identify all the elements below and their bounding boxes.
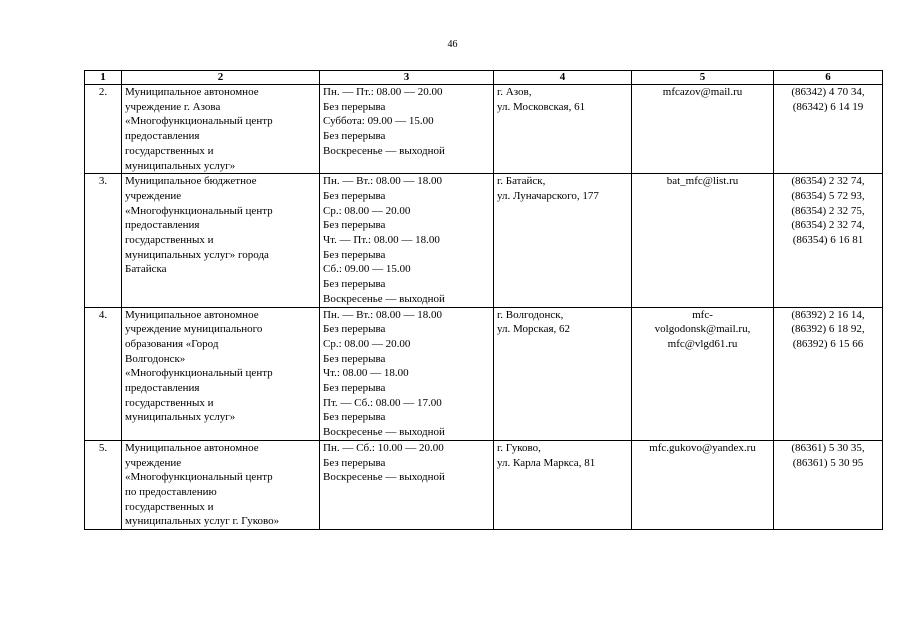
working-hours-line: Сб.: 09.00 — 15.00 <box>323 263 411 276</box>
phone-numbers-line: (86392) 2 16 14, <box>791 308 865 321</box>
organization-name-line: муниципальных услуг» <box>125 159 236 172</box>
phone-numbers-line: (86354) 6 16 81 <box>792 234 864 247</box>
row-number-cell: 2. <box>85 85 122 174</box>
working-hours-cell <box>320 85 494 174</box>
phone-numbers-line: (86361) 5 30 35, <box>791 441 865 454</box>
working-hours-line: Без перерыва <box>323 411 386 424</box>
phone-numbers-cell <box>774 174 883 307</box>
working-hours-cell <box>320 440 494 529</box>
organization-name-line: Муниципальное автономное <box>125 308 259 321</box>
organization-name-line: «Многофункциональный центр <box>125 204 273 217</box>
address-cell <box>494 307 632 440</box>
phone-numbers-line: (86354) 2 32 74, <box>791 219 865 232</box>
email-line: mfc@vlgd61.ru <box>667 337 738 350</box>
address-line: ул. Карла Маркса, 81 <box>497 456 596 469</box>
column-header: 1 <box>85 71 122 85</box>
working-hours-line: Без перерыва <box>323 352 386 365</box>
address-line: ул. Морская, 62 <box>497 323 571 336</box>
phone-numbers-cell <box>774 85 883 174</box>
organization-name-line: «Многофункциональный центр <box>125 471 273 484</box>
address-line: ул. Московская, 61 <box>497 100 586 113</box>
organization-name-line: государственных и <box>125 396 214 409</box>
working-hours-line: Ср.: 08.00 — 20.00 <box>323 337 411 350</box>
working-hours-line: Без перерыва <box>323 278 386 291</box>
address-line: г. Батайск, <box>497 175 546 188</box>
email-cell <box>632 307 774 440</box>
working-hours-line: Пн. — Вт.: 08.00 — 18.00 <box>323 175 442 188</box>
row-number-cell: 4. <box>85 307 122 440</box>
phone-numbers-line: (86392) 6 15 66 <box>792 337 864 350</box>
organization-name-line: государственных и <box>125 500 214 513</box>
working-hours-line: Воскресенье — выходной <box>323 471 445 484</box>
organization-name-line: «Многофункциональный центр <box>125 115 273 128</box>
phone-numbers-cell <box>774 307 883 440</box>
working-hours-line: Без перерыва <box>323 100 386 113</box>
email-cell <box>632 174 774 307</box>
column-header: 3 <box>320 71 494 85</box>
column-header: 4 <box>494 71 632 85</box>
organization-name-line: образования «Город <box>125 337 219 350</box>
address-cell <box>494 85 632 174</box>
working-hours-line: Без перерыва <box>323 382 386 395</box>
working-hours-line: Без перерыва <box>323 189 386 202</box>
working-hours-cell <box>320 307 494 440</box>
table-row <box>85 174 883 307</box>
phone-numbers-cell <box>774 440 883 529</box>
address-line: ул. Луначарского, 177 <box>497 189 599 202</box>
working-hours-line: Воскресенье — выходной <box>323 292 445 305</box>
organization-name-line: муниципальных услуг» города <box>125 248 269 261</box>
organization-name-cell <box>122 174 320 307</box>
working-hours-line: Без перерыва <box>323 323 386 336</box>
organization-name-line: предоставления <box>125 382 200 395</box>
organization-name-line: учреждение <box>125 456 182 469</box>
organization-name-line: государственных и <box>125 234 214 247</box>
organization-name-line: учреждение муниципального <box>125 323 263 336</box>
organization-name-line: предоставления <box>125 130 200 143</box>
organization-name-line: по предоставлению <box>125 485 217 498</box>
working-hours-line: Без перерыва <box>323 456 386 469</box>
page-number: 46 <box>447 39 458 50</box>
organization-name-line: Муниципальное автономное <box>125 441 259 454</box>
row-number-cell: 3. <box>85 174 122 307</box>
organization-name-line: Батайска <box>125 263 167 276</box>
table-row <box>85 85 883 174</box>
address-cell <box>494 174 632 307</box>
phone-numbers-line: (86392) 6 18 92, <box>791 323 865 336</box>
phone-numbers-line: (86354) 2 32 74, <box>791 175 865 188</box>
email-line: mfcazov@mail.ru <box>662 86 743 98</box>
working-hours-line: Чт. — Пт.: 08.00 — 18.00 <box>323 234 440 247</box>
working-hours-line: Пн. — Вт.: 08.00 — 18.00 <box>323 308 442 321</box>
row-number-cell: 5. <box>85 440 122 529</box>
organization-name-cell <box>122 307 320 440</box>
working-hours-line: Суббота: 09.00 — 15.00 <box>323 115 434 128</box>
working-hours-line: Пт. — Сб.: 08.00 — 17.00 <box>323 396 442 409</box>
working-hours-line: Ср.: 08.00 — 20.00 <box>323 204 411 217</box>
column-header: 6 <box>774 71 883 85</box>
working-hours-line: Без перерыва <box>323 219 386 232</box>
organization-name-line: Волгодонск» <box>125 352 186 365</box>
email-cell <box>632 440 774 529</box>
address-line: г. Волгодонск, <box>497 308 564 321</box>
working-hours-line: Пн. — Сб.: 10.00 — 20.00 <box>323 441 444 454</box>
working-hours-line: Без перерыва <box>323 248 386 261</box>
mfc-table <box>84 70 883 530</box>
address-cell <box>494 440 632 529</box>
phone-numbers-line: (86342) 4 70 34, <box>791 86 865 98</box>
address-line: г. Азов, <box>497 86 532 98</box>
organization-name-line: учреждение <box>125 189 182 202</box>
organization-name-cell <box>122 440 320 529</box>
organization-name-cell <box>122 85 320 174</box>
column-header: 5 <box>632 71 774 85</box>
table-row <box>85 440 883 529</box>
phone-numbers-line: (86354) 5 72 93, <box>791 189 865 202</box>
header-row <box>85 71 883 85</box>
email-line: bat_mfc@list.ru <box>666 175 739 188</box>
email-line: volgodonsk@mail.ru, <box>654 323 751 336</box>
working-hours-line: Воскресенье — выходной <box>323 144 445 157</box>
working-hours-line: Без перерыва <box>323 130 386 143</box>
phone-numbers-line: (86361) 5 30 95 <box>792 456 864 469</box>
working-hours-line: Воскресенье — выходной <box>323 426 445 439</box>
organization-name-line: муниципальных услуг» <box>125 411 236 424</box>
email-line: mfc- <box>692 308 713 321</box>
organization-name-line: муниципальных услуг г. Гуково» <box>125 515 280 528</box>
organization-name-line: Муниципальное автономное <box>125 86 259 98</box>
organization-name-line: «Многофункциональный центр <box>125 367 273 380</box>
organization-name-line: Муниципальное бюджетное <box>125 175 257 188</box>
email-cell <box>632 85 774 174</box>
organization-name-line: предоставления <box>125 219 200 232</box>
address-line: г. Гуково, <box>497 441 541 454</box>
table-row <box>85 307 883 440</box>
working-hours-line: Пн. — Пт.: 08.00 — 20.00 <box>323 86 443 98</box>
email-line: mfc.gukovo@yandex.ru <box>649 441 756 454</box>
phone-numbers-line: (86342) 6 14 19 <box>792 100 864 113</box>
working-hours-cell <box>320 174 494 307</box>
phone-numbers-line: (86354) 2 32 75, <box>791 204 865 217</box>
column-header: 2 <box>122 71 320 85</box>
working-hours-line: Чт.: 08.00 — 18.00 <box>323 367 409 380</box>
organization-name-line: учреждение г. Азова <box>125 100 221 113</box>
organization-name-line: государственных и <box>125 144 214 157</box>
